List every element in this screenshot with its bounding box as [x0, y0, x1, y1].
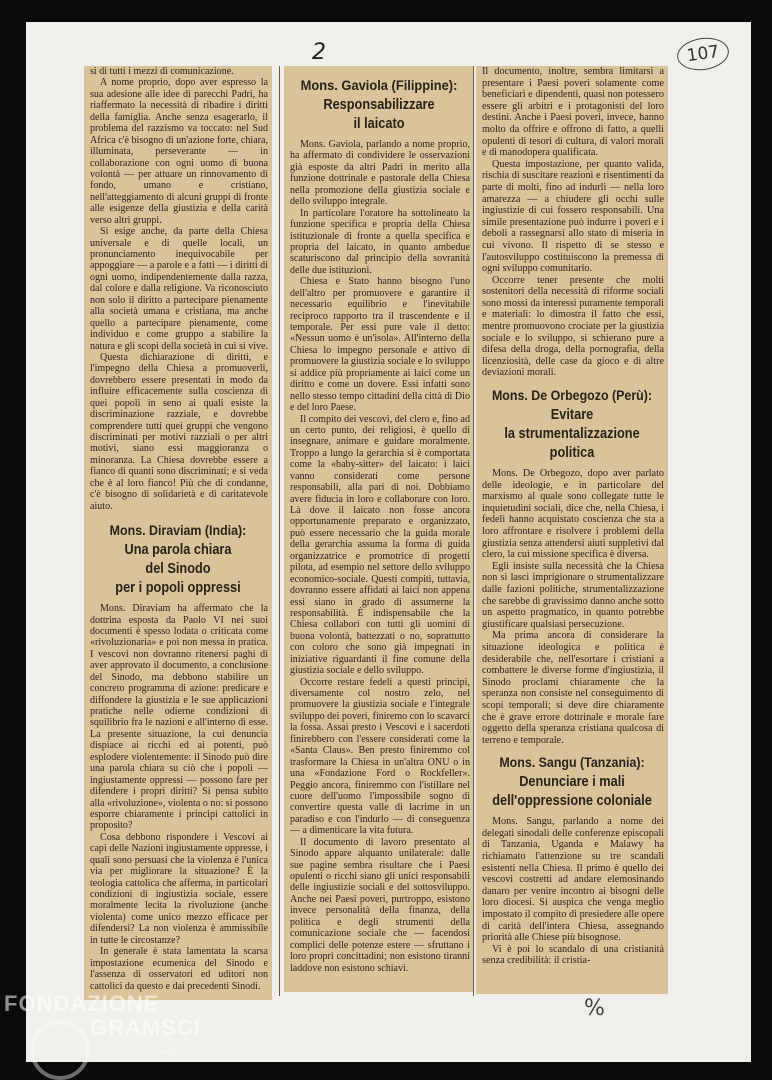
article-headline-gaviola [286, 76, 472, 133]
archive-stamp-number: 107 [675, 35, 731, 74]
paragraph: Occorre restare fedeli a questi principi, diversamente col nostro zelo, nel promuovere la giustizia sociale e l'integrale sviluppo dei poveri, finiremo con lo scavarci la fossa. Assai presto i Vescovi e i sacerdoti finirebbero con l'essere considerati come la «Santa Claus». Ben presto finiremmo col trasformare la Chiesa in un'altra ONU o in una «Fondazione Ford o Rockfeller». Peggio ancora, finiremmo con l'istillare nel cuore dell'uomo l'impossibile sogno di convertire questa valle di lacrime in un paradiso e con l'indurlo — di conseguenza — a dimenticare la vita futura. [290, 676, 470, 837]
headline-line: del Sinodo [145, 560, 211, 578]
paragraph: Ma prima ancora di considerare la situazione ideologica e politica è desiderabile che, nell'esortare i cristiani a combattere le diverse forme d'ingiustizia, il Sinodo proclami chiaramente che la speranza non consiste nel conseguimento di scopi temporali; si deve dire chiaramente che è grave errore dottrinale e morale fare oggetto della speranza cristiana qualcosa di terreno e temporale. [482, 630, 664, 746]
paragraph: Si esige anche, da parte della Chiesa universale e di quelle locali, un pronunciamento inequivocabile per appoggiare — a parole e a fatti — i diritti di ogni uomo, indipendentemente dalla razza, dal colore e dalla religione. Va riconosciuto non solo il diritto a partecipare pienamente alla società umana e cristiana, ma anche quello a partecipare pienamente, come individuo e come gruppo a stabilire la natura e gli scopi della società in cui si vive. [90, 226, 268, 352]
paragraph: Mons. Sangu, parlando a nome dei delegati sinodali delle conferenze episcopali di Tanzania, Uganda e Malawy ha richiamato l'attenzione su tre scandali esistenti nella Chiesa. Il primo è quello dei vescovi costretti ad andare elemosinando danaro per venire incontro ai bisogni delle loro diocesi. Si auspica che venga meglio impostato il compito di presiedere alle opere di carità dell'intera Chiesa, assegnando priorità alle Chiese più bisognose. [482, 816, 664, 944]
watermark-line: FONDAZIONE [4, 991, 160, 1016]
headline-line: Evitare [550, 406, 594, 424]
headline-line: Responsabilizzare [323, 96, 435, 113]
paragraph: Questa impostazione, per quanto valida, rischia di suscitare reazioni e risentimenti da parte di molti, fino ad indurli — nella loro amarezza — a chiudere gli occhi sulle ingiustizie di cui fossero responsabili. Una simile presentazione può indurre i poveri e i deboli a rassegnarsi allo stato di miseria in cui vivono. Il rispetto di se stesso e l'autosviluppo costituiscono la premessa di ogni sviluppo comunitario. [482, 158, 664, 275]
paragraph: Questa dichiarazione di diritti, e l'impegno della Chiesa a promuoverli, dovrebbero essere presentati in modo da influire efficacemente sulla coscienza di quei popoli in seno ai quali esiste la discriminazione razziale, e dovrebbe comprendere tutti quei gruppi che vengono discriminati per motivi razziali o per altri motivi, siano essi maggioranza o minoranza. La Chiesa dovrebbe essere a fianco di quanti sono discriminati; e si veda che è al loro fianco! Più che di condanne, c'è bisogno di solidarietà e di caritatevole aiuto. [90, 351, 268, 512]
clipping-column-3 [476, 66, 668, 994]
headline-line: per i popoli oppressi [115, 579, 241, 597]
paragraph: Occorre tener presente che molti sostenitori della necessità di riforme sociali sono mossi da interessi puramente temporali e materiali: lo dimostra il fatto che essi, mentre promuovono crociate per la giustizia sociale e lo sviluppo, si schierano pure a difesa della droga, della pornografia, della licenziosità, delle case da gioco e di altre deviazioni morali. [482, 274, 664, 379]
paragraph: Il compito dei vescovi, del clero e, fino ad un certo punto, dei religiosi, è quello di insegnare, animare e guidare moralmente. Troppo a lungo la gerarchia si è comportata come la «baby-sitter» del laicato: i laici vanno considerati come persone responsabili, alla pari di noi. Dobbiamo avere fiducia in loro e collaborare con loro. Là dove il laicato non fosse ancora opportunamente preparato e organizzato, può essere necessario che la guida morale della gerarchia assuma la forma di guida organizzatrice e promotrice di progetti pilota, ad esempio nel settore dello sviluppo economico-sociale. Questi compiti, tuttavia, dovranno essere affidati ai laici non appena essi siano in grado di assumerne la responsabilità. È indispensabile che la Chiesa collabori con tutti gli uomini di buona volontà, battezzati o no, soprattutto con coloro che sono già impegnati in iniziative riguardanti il fine comune della giustizia sociale e dello sviluppo. [290, 413, 470, 677]
headline-subtitle: Mons. Gaviola (Filippine): [300, 77, 458, 93]
clipping-column-2 [284, 66, 474, 992]
paragraph: Chiesa e Stato hanno bisogno l'uno dell'altro per promuovere e garantire il necessario equilibrio e l'inevitabile reciproco rapporto tra il trascendente e il temporale. Per essi pure vale il detto: «Nessun uomo è un'isola». All'interno della Chiesa lo impegno personale e attivo di promuovere la giustizia sociale e lo sviluppo si addice più propriamente ai laici come un diritto e come un dovere. Essi infatti sono nello stesso tempo cittadini della città di Dio e del loro Paese. [290, 276, 470, 414]
watermark-line: GRAMSCI [90, 1015, 201, 1040]
article-headline-diraviam [86, 522, 270, 597]
headline-subtitle: Mons. Sangu (Tanzania): [499, 755, 645, 771]
watermark-line: onlus [154, 1047, 176, 1057]
column-rule [473, 66, 474, 996]
handwritten-mark: % [584, 996, 605, 1021]
headline-subtitle: Mons. Diraviam (India): [109, 523, 247, 539]
paragraph: Il documento, inoltre, sembra limitarsi a presentare i Paesi poveri solamente come beneficiari e dipendenti, quasi non potessero essere gli arbitri e i protagonisti del loro destini. Anche i Paesi poveri, invece, hanno molto da offrire e offrono di fatto, a quelli opulenti di tesori di cultura, di valori morali e di manodopera qualificata. [482, 66, 664, 159]
column-rule [279, 66, 280, 996]
paragraph: Mons. Gaviola, parlando a nome proprio, ha affermato di condividere le osservazioni già esposte da altri Padri in merito alla funzione dottrinale e pastorale della Chiesa nella promozione della giustizia sociale e dello sviluppo integrale. [290, 139, 470, 208]
paragraph: In particolare l'oratore ha sottolineato la funzione specifica e propria della Chiesa istituzionale di fronte a quella specifica e propria del laicato, in quanto ambedue scaturiscono dal principio della sovranità delle due istituzioni. [290, 207, 470, 276]
paragraph: Mons. Diraviam ha affermato che la dottrina esposta da Paolo VI nei suoi documenti è spesso lodata o criticata come «rivoluzionaria» e poi non messa in pratica. I vescovi non dovranno ritenersi paghi di aver approvato il documento, a conclusione del Sinodo, ma debbono stabilire un concreto programma di azione: predicare e diffondere la giustizia e le sue applicazioni pratiche nelle odierne condizioni di squilibrio fra le nazioni e all'interno di esse. La presente situazione, la cui denuncia dispiace ai ricchi ed ai potenti, può esplodere violentemente: il Sinodo può dire una parola chiara su ciò che i popoli — ingiustamente oppressi — possono fare per difendere i propri diritti? Si pensa subito alla «rivoluzione», violenta o no: si possono esporre chiaramente i principi cattolici in proposito? [90, 603, 268, 832]
headline-line: Denunciare i mali [519, 773, 625, 791]
paragraph: Cosa debbono rispondere i Vescovi ai capi delle Nazioni ingiustamente oppresse, i quali sono persuasi che la violenza è l'unica via per migliorare la situazione? È la teologia cattolica che afferma, in particolari condizioni di ingiustizia sociale, essere moralmente lecita la rivoluzione (anche violenta) come unico mezzo efficace per difendersi? La non violenza è ammissibile in tutte le circostanze? [90, 831, 268, 946]
headline-line: dell'oppressione coloniale [492, 792, 652, 810]
article-headline-de-orbegozo [478, 387, 666, 462]
paragraph: si di tutti i mezzi di comunicazione. [90, 66, 234, 77]
clipping-column-1 [84, 66, 272, 1000]
paragraph: In generale è stata lamentata la scarsa impostazione ecumenica del Sinodo e l'assenza di osservatori ed uditori non cattolici da questo e dai precedenti Sinodi. [90, 946, 268, 992]
headline-subtitle: Mons. De Orbegozo (Perù): [491, 388, 653, 404]
paragraph: Il documento di lavoro presentato al Sinodo appare alquanto unilaterale: dalle sue pagine sembra risultare che i Paesi opulenti o ricchi siano gli unici responsabili delle ingiustizie sociali e del sottosviluppo. Anche nei Paesi poveri, purtroppo, esistono invece personalità della finanza, della politica e degli strumenti della comunicazione sociale che — facendosi complici delle potenze estere — sfruttano i loro propri concittadini; non esistono tiranni laddove non esistono schiavi. [290, 836, 470, 974]
paragraph: Mons. De Orbegozo, dopo aver parlato delle ideologie, e in particolare del marxismo al quale sono collegate tutte le inquietudini sociali, dice che, nella Chiesa, i fedeli hanno acquistato coscienza che sta a loro affrontare e risolvere i problemi della giustizia senza attendersi aiuti suppletivi dal clero, la cui missione specifica è diversa. [482, 468, 664, 561]
paragraph: Vi è poi lo scandalo di una cristianità senza credibilità: il cristia- [482, 943, 664, 967]
handwritten-page-number: 2 [312, 40, 326, 65]
watermark [4, 992, 201, 1064]
headline-line: politica [549, 444, 595, 462]
headline-line: la strumentalizzazione [504, 425, 640, 443]
article-headline-sangu [478, 754, 666, 810]
headline-line: Una parola chiara [124, 541, 232, 559]
paragraph: A nome proprio, dopo aver espresso la sua adesione alle idee di parecchi Padri, ha riaffermato la necessità di ribadire i diritti della famiglia. Anche senza esagerarlo, il problema del razzismo va toccato: nel Sud Africa c'è bisogno di un'azione forte, chiara, illuminata, perseverante — in collaborazione con ogni uomo di buona volontà — per attuare un rinnovamento di fondo, umano e cristiano, nell'atteggiamento di alcuni gruppi di fronte alle esigenze della giustizia e della carità verso altri gruppi. [90, 77, 268, 226]
headline-line: il laicato [353, 115, 405, 132]
paragraph: Egli insiste sulla necessità che la Chiesa non si lasci imprigionare o strumentalizzare dalle fazioni politiche, strumentalizzazione che sarebbe di gravissimo danno anche sotto un aspetto pragmatico, in quanto potrebbe giustificare qualsiasi persecuzione. [482, 560, 664, 630]
